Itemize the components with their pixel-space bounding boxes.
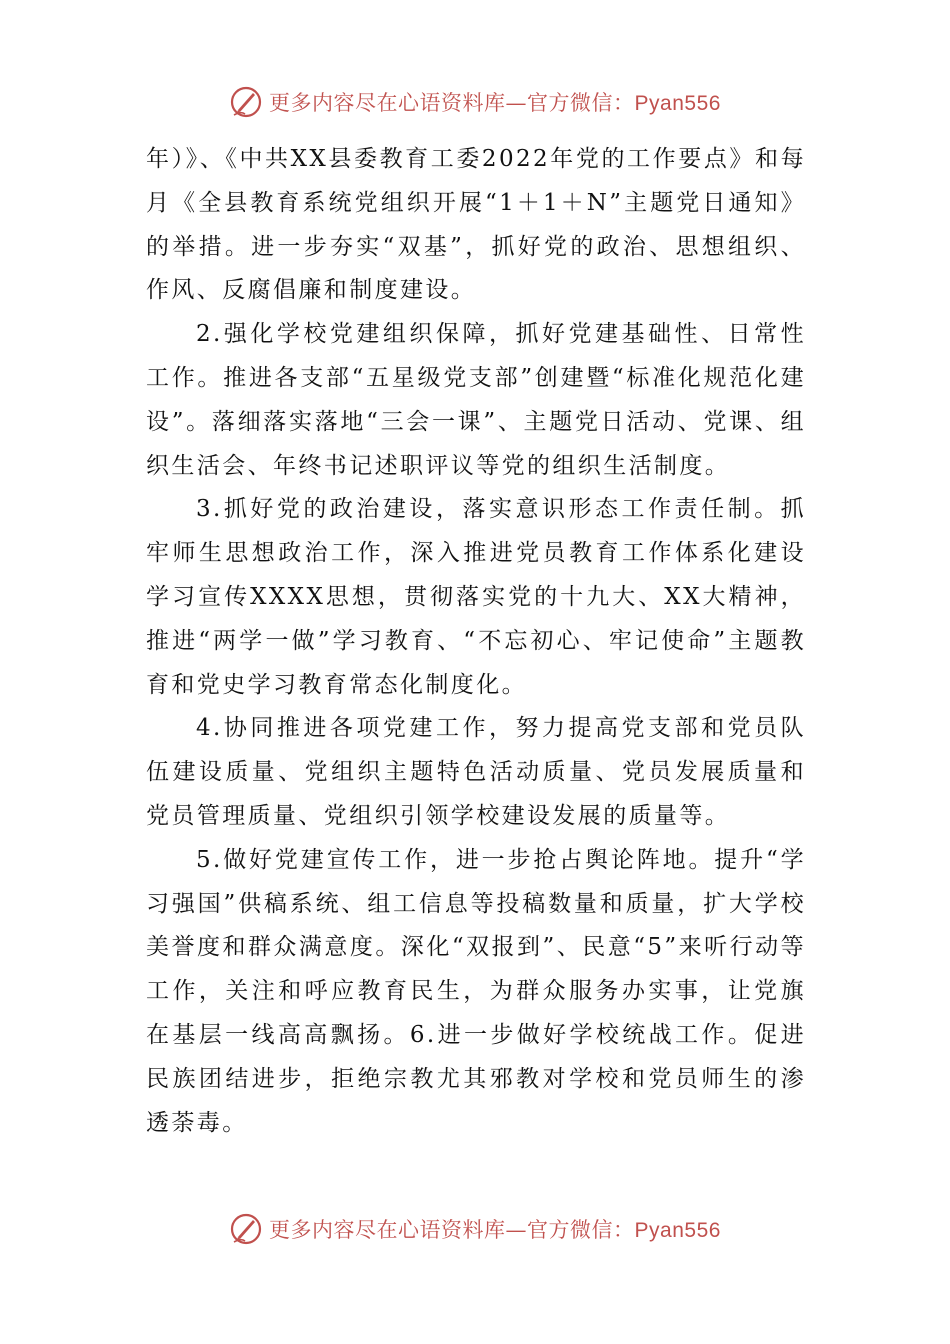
paragraph-item-5: 5.做好党建宣传工作，进一步抢占舆论阵地。提升“学习强国”供稿系统、组工信息等投稿数量和质量，扩大学校美誉度和群众满意度。深化“双报到”、民意“5”来听行动等工作，关注和呼应教育民生，为群众服务办实事，让党旗在基层一线高高飘扬。6.进一步做好学校统战工作。促进民族团结进步，拒绝宗教尤其邪教对学校和党员师生的渗透荼毒。: [146, 846, 806, 1136]
footer-banner: [0, 1207, 950, 1251]
quill-pen-logo-icon: [229, 1212, 263, 1246]
footer-banner-handle: Pyan556: [634, 1219, 721, 1242]
paragraph-item-2: 2.强化学校党建组织保障，抓好党建基础性、日常性工作。推进各支部“五星级党支部”创建暨“标准化规范化建设”。落细落实落地“三会一课”、主题党日活动、党课、组织生活会、年终书记述职评议等党的组织生活制度。: [146, 321, 806, 479]
paragraph-item-3: 3.抓好党的政治建设，落实意识形态工作责任制。抓牢师生思想政治工作，深入推进党员教育工作体系化建设学习宣传XXXX思想，贯彻落实党的十九大、XX大精神，推进“两学一做”学习教育、“不忘初心、牢记使命”主题教育和党史学习教育常态化制度化。: [146, 496, 806, 698]
document-body: [146, 138, 806, 1145]
quill-pen-logo-icon: [229, 85, 263, 119]
header-banner-text: 更多内容尽在心语资料库—官方微信：Pyan556: [269, 91, 721, 115]
footer-banner-text: 更多内容尽在心语资料库—官方微信：Pyan556: [269, 1218, 721, 1242]
header-banner-handle: Pyan556: [634, 92, 721, 115]
header-banner: [0, 80, 950, 124]
paragraph-continuation: 年）》、《中共XX县委教育工委2022年党的工作要点》和每月《全县教育系统党组织开展“1＋1＋N”主题党日通知》的举措。进一步夯实“双基”，抓好党的政治、思想组织、作风、反腐倡廉和制度建设。: [146, 146, 806, 304]
paragraph-item-4: 4.协同推进各项党建工作，努力提高党支部和党员队伍建设质量、党组织主题特色活动质量、党员发展质量和党员管理质量、党组织引领学校建设发展的质量等。: [146, 715, 806, 829]
